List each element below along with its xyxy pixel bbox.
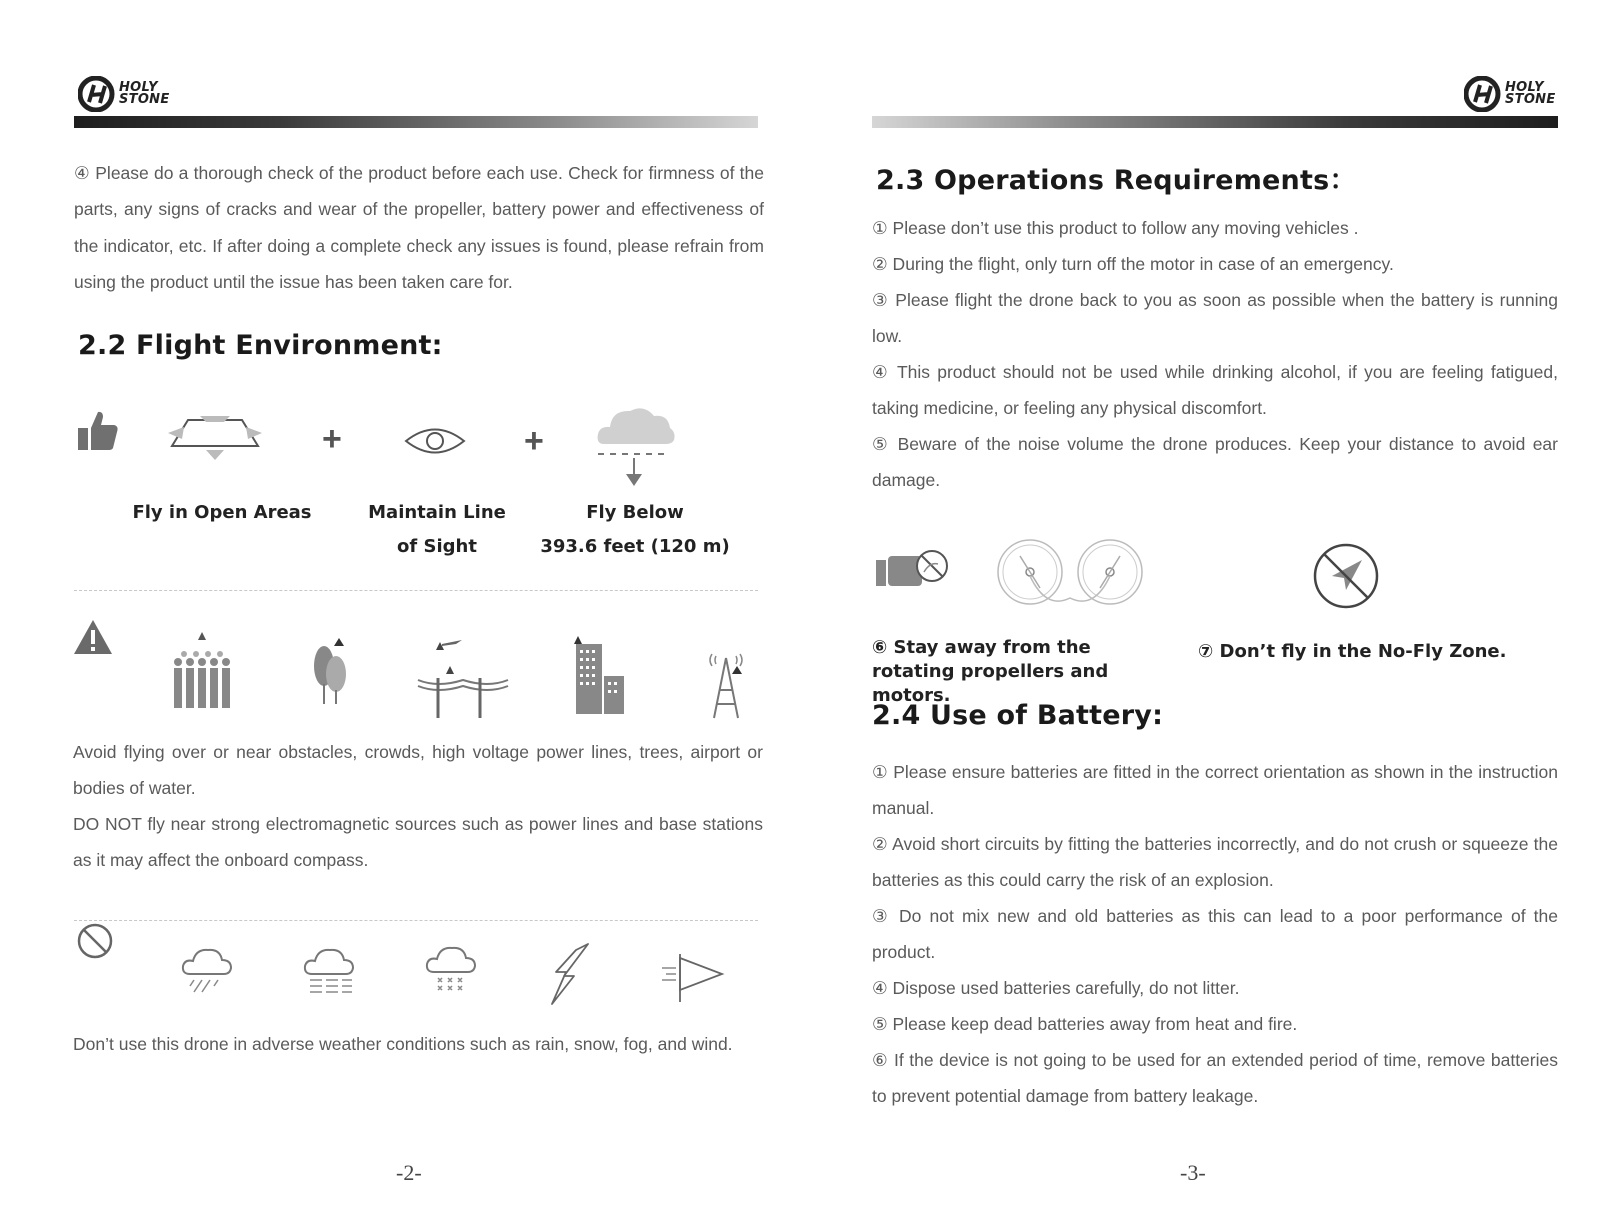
weather-paragraph: Don’t use this drone in adverse weather conditions such as rain, snow, fog, and wind. xyxy=(73,1034,733,1054)
ops-item-1: ① Please don’t use this product to follow any moving vehicles . xyxy=(872,218,1359,238)
power-lines-icon xyxy=(418,640,508,720)
logo-line-2: STONE xyxy=(1505,92,1556,107)
holy-stone-logo-right xyxy=(1464,76,1556,112)
logo-line-2: STONE xyxy=(119,92,170,107)
ops-item-3: ③ Please flight the drone back to you as soon as possible when the battery is running low. xyxy=(872,290,1558,347)
no-fly-zone-icon xyxy=(1312,542,1380,610)
ops-item-5: ⑤ Beware of the noise volume the drone produces. Keep your distance to avoid ear damage. xyxy=(872,434,1558,491)
eye-icon xyxy=(404,424,466,458)
caption-no-fly-zone: ⑦ Don’t fly in the No-Fly Zone. xyxy=(1198,641,1507,662)
left-page xyxy=(0,0,810,1224)
caption-of-sight: of Sight xyxy=(397,536,477,557)
caption-fly-below: Fly Below xyxy=(586,502,684,523)
divider-2 xyxy=(74,920,758,921)
battery-item-2: ② Avoid short circuits by fitting the batteries incorrectly, and do not crush or squeeze the batteries as this could carry the risk of an explosion. xyxy=(872,834,1558,891)
battery-item-5: ⑤ Please keep dead batteries away from heat and fire. xyxy=(872,1014,1298,1034)
holy-stone-logo xyxy=(78,76,170,112)
plus-sign-2: + xyxy=(524,422,544,460)
radio-tower-icon xyxy=(706,650,746,720)
battery-item-6: ⑥ If the device is not going to be used for an extended period of time, remove batteries to prevent potential damage from battery leakage. xyxy=(872,1050,1558,1107)
flight-environment-heading: 2.2 Flight Environment: xyxy=(78,330,443,361)
logo-line-1: HOLY xyxy=(119,80,158,95)
cloud-altitude-icon xyxy=(596,402,676,488)
snow-cloud-icon xyxy=(424,944,478,994)
ops-item-4: ④ This product should not be used while drinking alcohol, if you are feeling fatigued, taking medicine, or feeling any physical discomfort. xyxy=(872,362,1558,419)
logo-line-1: HOLY xyxy=(1505,80,1544,95)
logo-wordmark xyxy=(1505,82,1556,106)
thumbs-up-icon xyxy=(76,408,120,452)
operations-heading: 2.3 Operations Requirements： xyxy=(876,165,1357,196)
warning-icon xyxy=(72,618,114,656)
caption-maintain-line: Maintain Line xyxy=(368,502,506,523)
prohibited-icon xyxy=(76,922,114,960)
caption-altitude-limit: 393.6 feet (120 m) xyxy=(540,536,730,557)
divider-1 xyxy=(74,590,758,591)
battery-item-3: ③ Do not mix new and old batteries as this can lead to a poor performance of the product. xyxy=(872,906,1558,963)
fog-cloud-icon xyxy=(302,946,356,994)
no-touch-hand-icon xyxy=(874,546,950,590)
trees-icon xyxy=(312,644,348,706)
page-number-right: -3- xyxy=(1180,1160,1206,1185)
right-page xyxy=(810,0,1621,1224)
crowd-icon xyxy=(172,640,232,710)
rain-cloud-icon xyxy=(180,946,234,994)
electromagnetic-paragraph: DO NOT fly near strong electromagnetic sources such as power lines and base stations as it may affect the onboard compass. xyxy=(73,814,763,871)
plus-sign-1: + xyxy=(322,420,342,458)
buildings-icon xyxy=(572,636,628,714)
caption-propellers: ⑥ Stay away from the rotating propellers and motors. xyxy=(872,637,1109,706)
holy-stone-logo-icon xyxy=(78,76,116,112)
intro-paragraph: ④ Please do a thorough check of the product before each use. Check for firmness of the parts, any signs of cracks and wear of the propeller, battery power and effectiveness of the indicator, etc. If after doing a complete check any issues is found, please refrain from using the product until the issue has been taken care for. xyxy=(74,163,764,292)
logo-wordmark xyxy=(119,82,170,106)
page-number-left: -2- xyxy=(396,1160,422,1185)
header-bar xyxy=(74,116,758,128)
holy-stone-logo-icon xyxy=(1464,76,1502,112)
propellers-icon xyxy=(996,536,1146,622)
battery-item-1: ① Please ensure batteries are fitted in the correct orientation as shown in the instruction manual. xyxy=(872,762,1558,819)
open-area-icon xyxy=(166,414,264,466)
ops-item-2: ② During the flight, only turn off the motor in case of an emergency. xyxy=(872,254,1394,274)
caption-fly-open-areas: Fly in Open Areas xyxy=(132,502,312,523)
wind-icon xyxy=(660,950,724,1002)
lightning-icon xyxy=(548,942,592,1006)
header-bar xyxy=(872,116,1558,128)
battery-heading: 2.4 Use of Battery: xyxy=(872,700,1164,731)
obstacles-paragraph: Avoid flying over or near obstacles, crowds, high voltage power lines, trees, airport or bodies of water. xyxy=(73,742,763,799)
battery-item-4: ④ Dispose used batteries carefully, do not litter. xyxy=(872,978,1240,998)
